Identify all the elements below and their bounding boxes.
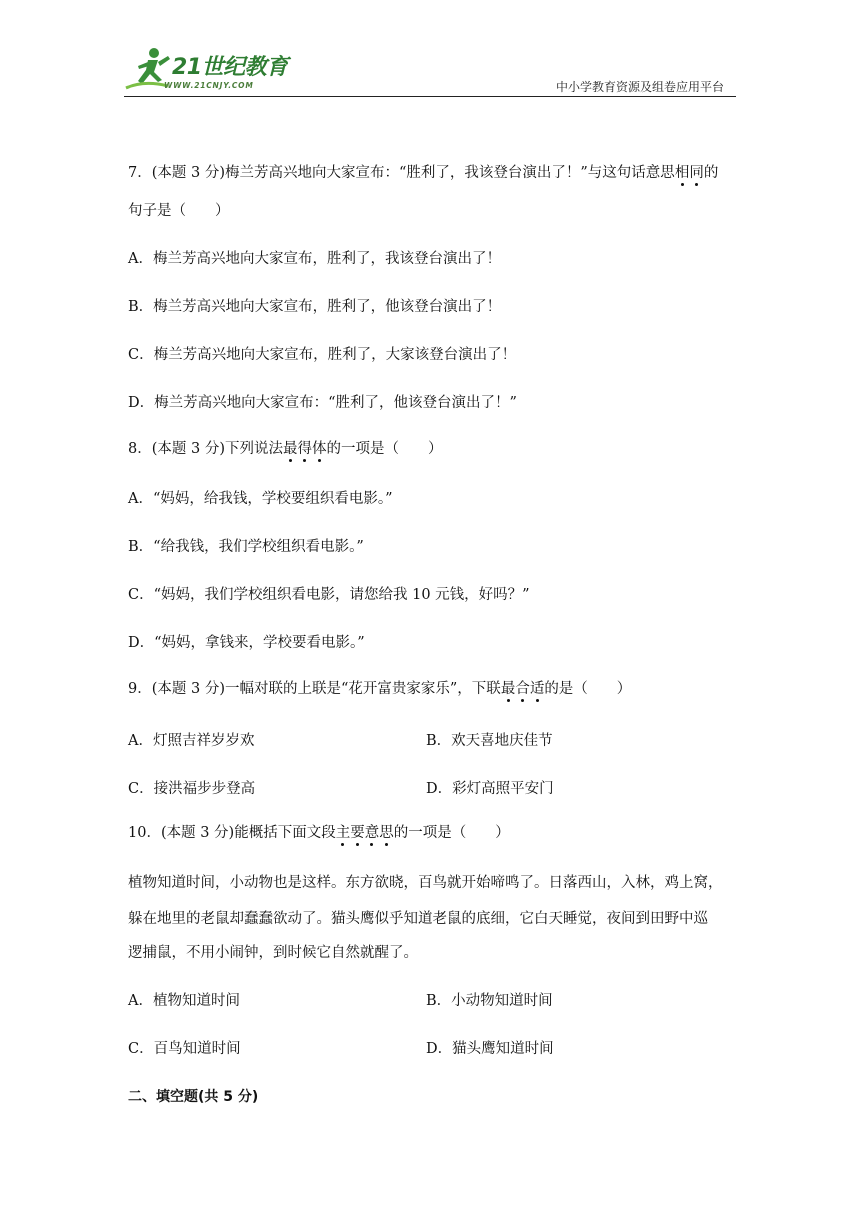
option-7c: C．梅兰芳高兴地向大家宣布，胜利了，大家该登台演出了！ — [128, 347, 517, 363]
option-7d: D．梅兰芳高兴地向大家宣布：“胜利了，他该登台演出了！” — [128, 395, 517, 411]
question-7-text: 7．(本题 3 分)梅兰芳高兴地向大家宣布：“胜利了，我该登台演出了！”与这句话意思 — [128, 165, 675, 181]
passage-line: 躲在地里的老鼠却蠢蠢欲动了。猫头鹰似乎知道老鼠的底细，它白天睡觉，夜间到田野中巡 — [128, 911, 708, 927]
section-heading: 二、填空题(共 5 分) — [128, 1089, 259, 1105]
option-7b: B．梅兰芳高兴地向大家宣布，胜利了，他该登台演出了！ — [128, 299, 502, 315]
question-8-text-end: 的一项是（ ） — [326, 441, 443, 457]
option-10b: B．小动物知道时间 — [426, 993, 553, 1009]
option-10d: D．猫头鹰知道时间 — [426, 1041, 554, 1057]
option-8c: C．“妈妈，我们学校组织看电影，请您给我 10 元钱，好吗？” — [128, 587, 530, 603]
question-10-text-end: 的一项是（ ） — [393, 825, 510, 841]
option-9a: A．灯照吉祥岁岁欢 — [128, 733, 255, 749]
option-9d: D．彩灯高照平安门 — [426, 781, 554, 797]
option-8a: A．“妈妈，给我钱，学校要组织看电影。” — [128, 491, 393, 507]
logo-url: WWW.21CNJY.COM — [164, 81, 254, 90]
emphasis-char: 相 — [675, 161, 690, 182]
emphasis-char: 主 — [336, 821, 351, 842]
site-logo — [124, 44, 294, 94]
option-10c: C．百鸟知道时间 — [128, 1041, 241, 1057]
question-8-text: 8．(本题 3 分)下列说法 — [128, 441, 283, 457]
question-10-text: 10．(本题 3 分)能概括下面文段 — [128, 825, 336, 841]
header-divider — [124, 96, 736, 97]
question-7-text-end: 的 — [703, 165, 719, 181]
question-8-stem — [128, 437, 442, 458]
emphasis-char: 思 — [379, 821, 394, 842]
option-7a: A．梅兰芳高兴地向大家宣布，胜利了，我该登台演出了！ — [128, 251, 501, 267]
page-header — [124, 40, 736, 100]
emphasis-char: 最 — [501, 677, 516, 698]
emphasis-char: 要 — [350, 821, 365, 842]
emphasis-char: 合 — [515, 677, 530, 698]
emphasis-char: 意 — [365, 821, 380, 842]
emphasis-char: 最 — [283, 437, 298, 458]
emphasis-char: 同 — [689, 161, 704, 182]
question-10-stem — [128, 821, 510, 842]
question-7-stem — [128, 161, 718, 182]
emphasis-char: 适 — [530, 677, 545, 698]
passage-line: 植物知道时间，小动物也是这样。东方欲晓，百鸟就开始啼鸣了。日落西山，入林，鸡上窝， — [128, 875, 723, 891]
option-8d: D．“妈妈，拿钱来，学校要看电影。” — [128, 635, 365, 651]
logo-text: 21世纪教育 — [172, 55, 288, 80]
question-9-stem — [128, 677, 631, 698]
option-9c: C．接洪福步步登高 — [128, 781, 256, 797]
emphasis-char: 体 — [312, 437, 327, 458]
platform-tagline: 中小学教育资源及组卷应用平台 — [555, 80, 724, 94]
question-9-text: 9．(本题 3 分)一幅对联的上联是“花开富贵家家乐”，下联 — [128, 681, 501, 697]
passage-line: 逻捕鼠，不用小闹钟，到时候它自然就醒了。 — [128, 945, 418, 961]
option-8b: B．“给我钱，我们学校组织看电影。” — [128, 539, 364, 555]
emphasis-char: 得 — [297, 437, 312, 458]
option-10a: A．植物知道时间 — [128, 993, 240, 1009]
option-9b: B．欢天喜地庆佳节 — [426, 733, 553, 749]
question-7-stem-cont: 句子是（ ） — [128, 203, 230, 219]
question-9-text-end: 的是（ ） — [544, 681, 632, 697]
